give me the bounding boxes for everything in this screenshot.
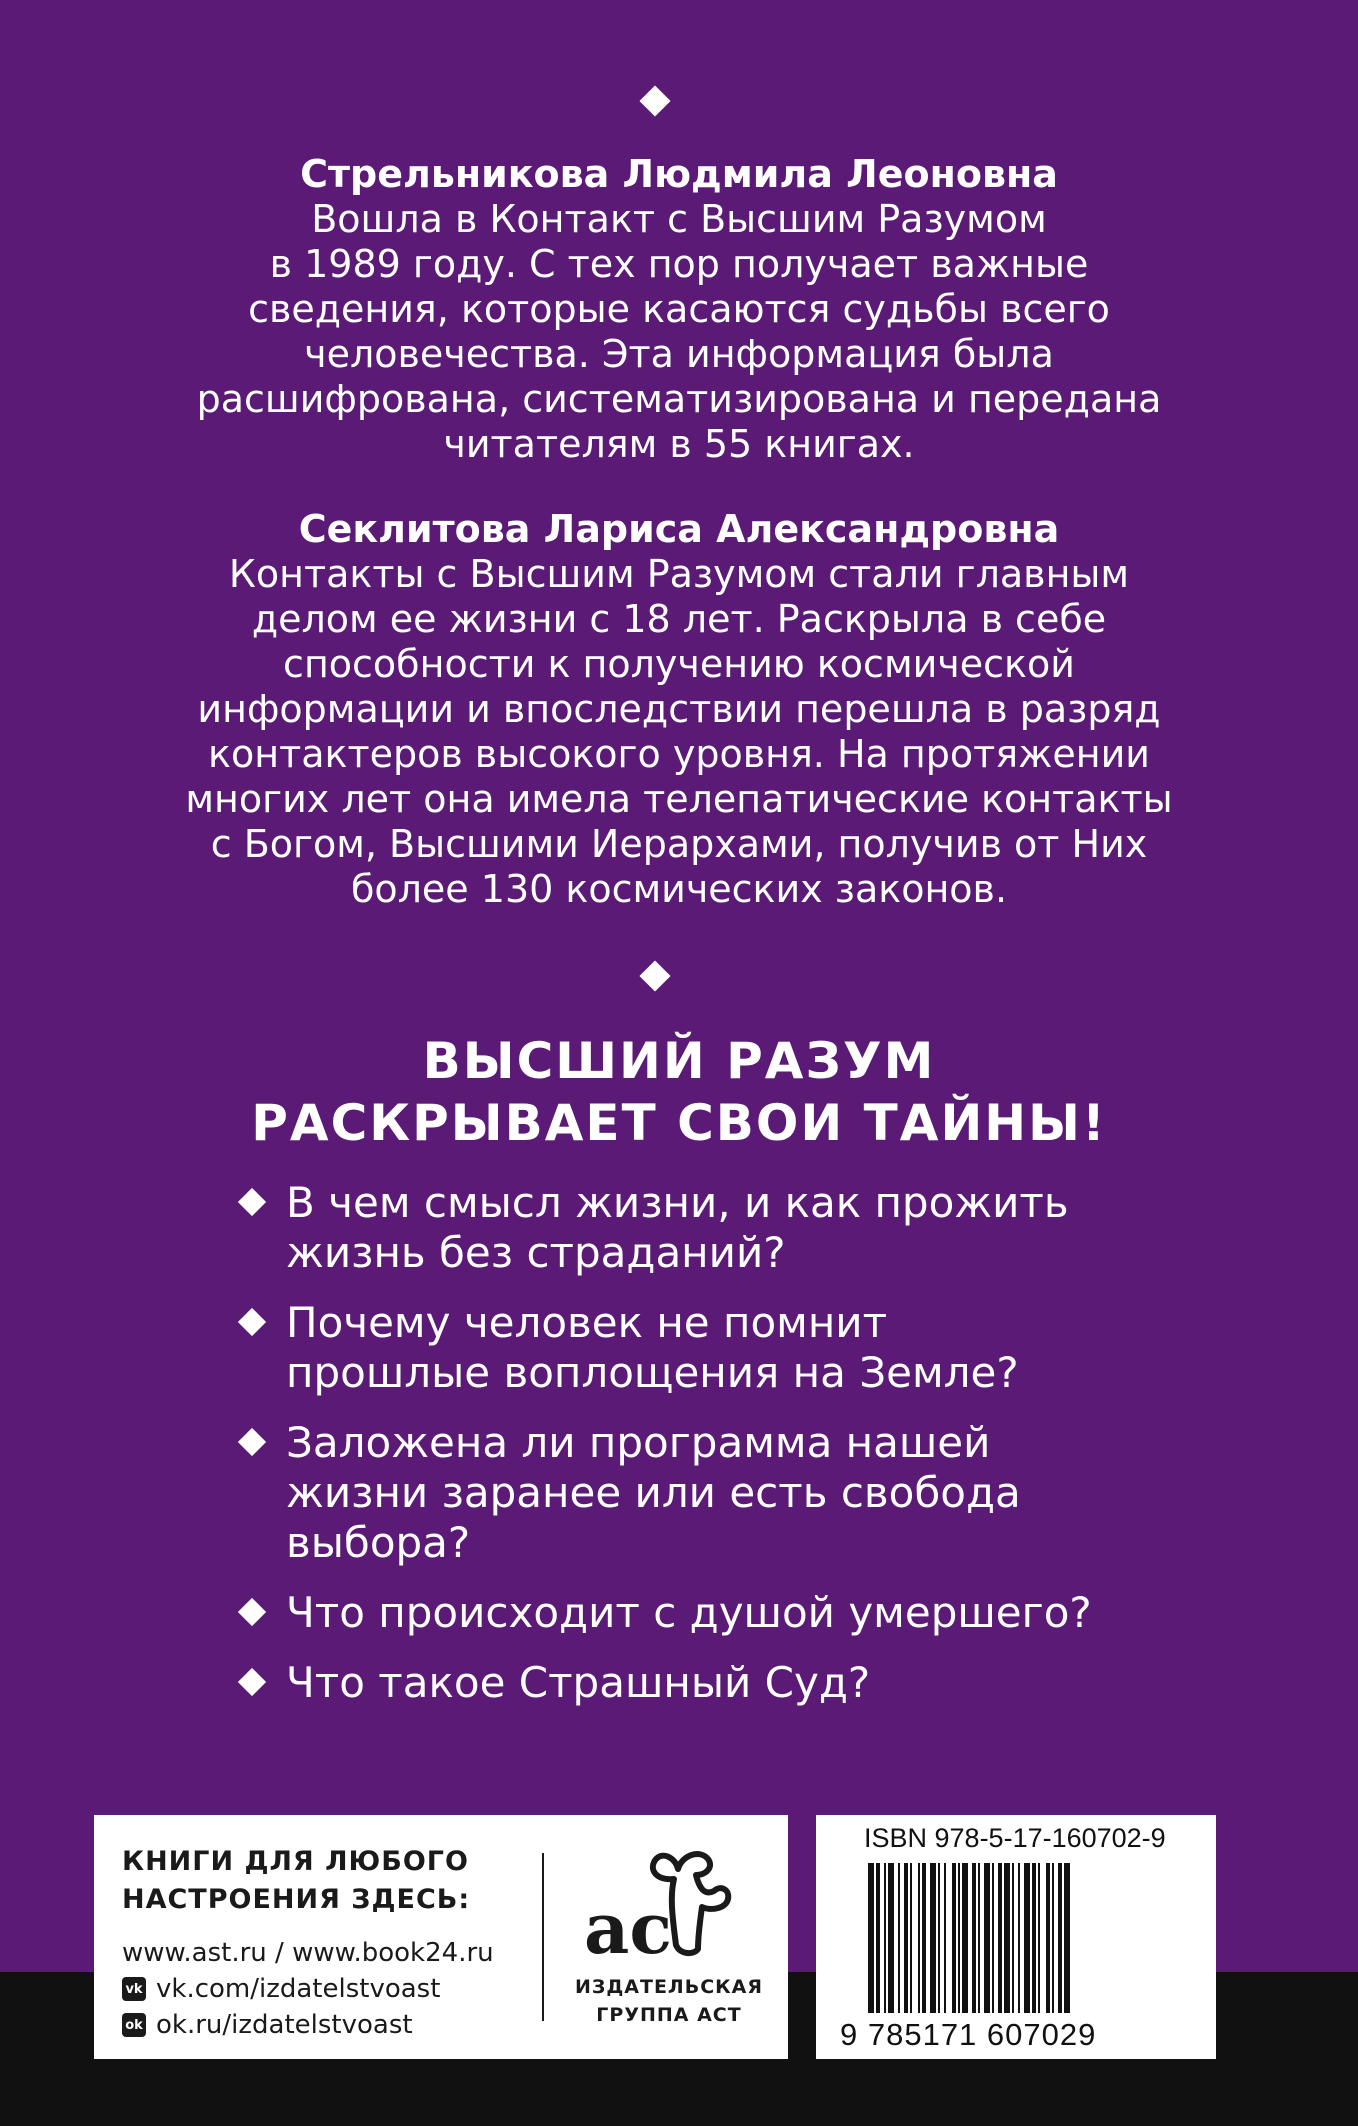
barcode-bar	[1032, 1863, 1036, 2013]
barcode-bar	[888, 1863, 894, 2013]
bio-line: контактеров высокого уровня. На протяжении	[208, 732, 1150, 776]
barcode-bar	[944, 1863, 946, 2013]
ok-icon: ok	[122, 2013, 146, 2037]
barcode-bar	[922, 1863, 926, 2013]
barcode	[868, 1863, 1168, 2023]
diamond-bullet-icon	[238, 1428, 266, 1456]
vk-link[interactable]: vk vk.com/izdatelstvoast	[122, 1971, 532, 2007]
headline	[90, 1030, 1268, 1154]
barcode-bar	[972, 1863, 976, 2013]
bio-line: в 1989 году. С тех пор получает важные	[269, 242, 1089, 286]
diamond-bullet-icon	[238, 1668, 266, 1696]
barcode-bar	[978, 1863, 980, 2013]
diamond-bullet-icon	[238, 1308, 266, 1336]
bio-line: с Богом, Высшими Иерархами, получив от Них	[210, 822, 1148, 866]
barcode-bar	[918, 1863, 920, 2013]
barcode-bar	[930, 1863, 936, 2013]
publisher-promo-box	[94, 1815, 788, 2059]
barcode-bar	[1012, 1863, 1014, 2013]
barcode-bar	[1058, 1863, 1062, 2013]
barcode-bar	[904, 1863, 908, 2013]
barcode-bar	[998, 1863, 1002, 2013]
isbn-label: ISBN 978-5-17-160702-9	[864, 1823, 1166, 1853]
promo-title: КНИГИ ДЛЯ ЛЮБОГО НАСТРОЕНИЯ ЗДЕСЬ:	[122, 1846, 471, 1915]
question-list	[236, 1178, 1236, 1728]
barcode-bar	[1046, 1863, 1050, 2013]
barcode-bar	[962, 1863, 968, 2013]
bio-line: сведения, которые касаются судьбы всего	[248, 287, 1110, 331]
list-item: В чем смысл жизни, и как прожить жизнь без страданий?	[236, 1178, 1236, 1278]
barcode-bar	[898, 1863, 900, 2013]
ast-logo-icon	[564, 1845, 774, 1975]
bio-line: человечества. Эта информация была	[304, 332, 1054, 376]
bio-line: Вошла в Контакт с Высшим Разумом	[311, 197, 1047, 241]
ean-digits: 9 785171 607029	[840, 2017, 1097, 2052]
bio-line: делом ее жизни с 18 лет. Раскрыла в себе	[251, 597, 1107, 641]
promo-text	[122, 1843, 532, 2043]
barcode-bar	[876, 1863, 880, 2013]
barcode-bar	[952, 1863, 956, 2013]
barcode-bar	[938, 1863, 940, 2013]
barcode-bar	[1052, 1863, 1054, 2013]
publisher-name: ИЗДАТЕЛЬСКАЯ ГРУППА АСТ	[574, 1976, 764, 2026]
list-item: Что происходит с душой умершего?	[236, 1588, 1236, 1638]
diamond-icon-top	[639, 85, 670, 116]
list-item: Почему человек не помнит прошлые воплощения на Земле?	[236, 1298, 1236, 1398]
bio-line: более 130 космических законов.	[350, 867, 1008, 911]
diamond-bullet-icon	[238, 1598, 266, 1626]
bio-line: Контакты с Высшим Разумом стали главным	[228, 552, 1130, 596]
headline-line: ВЫСШИЙ РАЗУМ	[422, 1032, 936, 1090]
bio-line: многих лет она имела телепатические контакты	[185, 777, 1173, 821]
bio-line: расшифрована, систематизирована и передана	[196, 377, 1162, 421]
bio-line: способности к получению космической	[283, 642, 1075, 686]
author-bio-strelnikova	[90, 152, 1268, 467]
barcode-bar	[910, 1863, 912, 2013]
barcode-bar	[1064, 1863, 1070, 2013]
diamond-bullet-icon	[238, 1188, 266, 1216]
bio-line: информации и впоследствии перешла в разряд	[197, 687, 1161, 731]
barcode-bar	[1018, 1863, 1020, 2013]
vk-icon: vk	[122, 1977, 146, 2001]
website-links[interactable]: www.ast.ru / www.book24.ru	[122, 1938, 494, 1968]
headline-line: РАСКРЫВАЕТ СВОИ ТАЙНЫ!	[251, 1094, 1107, 1152]
barcode-bar	[1038, 1863, 1040, 2013]
barcode-bar	[958, 1863, 960, 2013]
barcode-bar	[1024, 1863, 1030, 2013]
bio-line: читателям в 55 книгах.	[443, 422, 915, 466]
ast-logo	[564, 1845, 774, 2045]
ast-logo-text: ас	[584, 1887, 672, 1970]
isbn-box	[816, 1815, 1216, 2059]
barcode-bar	[868, 1863, 874, 2013]
barcode-bar	[1004, 1863, 1010, 2013]
barcode-bar	[992, 1863, 994, 2013]
divider	[542, 1853, 544, 2021]
list-item: Заложена ли программа нашей жизни заранее или есть свобода выбора?	[236, 1418, 1236, 1568]
list-item: Что такое Страшный Суд?	[236, 1658, 1236, 1708]
ok-link[interactable]: ok ok.ru/izdatelstvoast	[122, 2007, 532, 2043]
barcode-bar	[884, 1863, 886, 2013]
diamond-icon-middle	[639, 960, 670, 991]
barcode-bar	[984, 1863, 990, 2013]
author-name: Секлитова Лариса Александровна	[298, 507, 1060, 551]
author-name: Стрельникова Людмила Леоновна	[300, 152, 1058, 196]
author-bio-seklitova	[90, 507, 1268, 912]
